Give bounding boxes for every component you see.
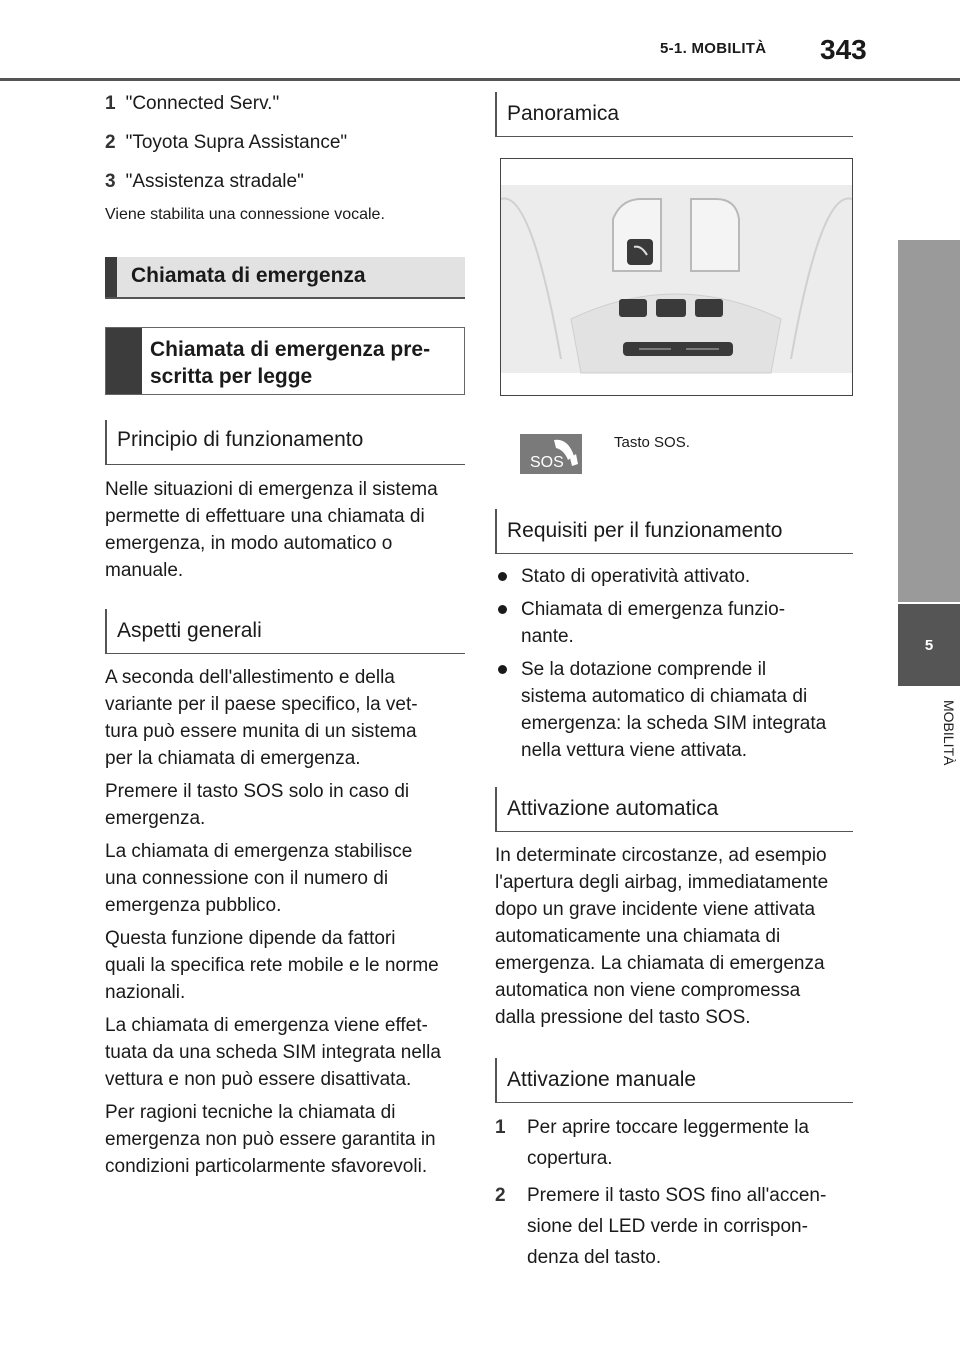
- text-line: Per aprire toccare leggermente la: [527, 1117, 809, 1138]
- text-line: emergenza.: [105, 808, 206, 829]
- text-line: emergenza, in modo automatico o: [105, 533, 393, 554]
- text-line: Se la dotazione comprende il: [521, 659, 767, 680]
- text-line: condizioni particolarmente sfavorevoli.: [105, 1156, 428, 1177]
- heading-requirements: [495, 509, 853, 554]
- text-line: La chiamata di emergenza stabilisce: [105, 841, 413, 862]
- list-item-text: [521, 563, 750, 590]
- general-paragraphs: [105, 664, 465, 1180]
- text-line: In determinate circostanze, ad esempio: [495, 845, 827, 866]
- text-line: variante per il paese specifico, la vet-: [105, 694, 418, 715]
- step-number: 3: [105, 171, 116, 192]
- paragraph: [105, 1012, 465, 1093]
- paragraph: [105, 925, 465, 1006]
- step-number: 2: [105, 132, 116, 153]
- chapter-tab[interactable]: [898, 604, 960, 686]
- heading-hline: [105, 464, 465, 465]
- step-number: 2: [495, 1185, 506, 1206]
- text-line: permette di effettuare una chiamata di: [105, 506, 425, 527]
- text-line: Premere il tasto SOS solo in caso di: [105, 781, 410, 802]
- heading-text: Aspetti generali: [117, 619, 262, 642]
- text-line: quali la specifica rete mobile e le norme: [105, 955, 439, 976]
- text-line: tuata da una scheda SIM integrata nella: [105, 1042, 441, 1063]
- heading-hline: [495, 553, 853, 554]
- heading-automatic-activation: [495, 787, 853, 832]
- bullet-dot: [498, 605, 507, 614]
- text-line: emergenza pubblico.: [105, 895, 282, 916]
- heading-hline: [495, 136, 853, 137]
- overhead-console-illustration: [501, 159, 852, 395]
- step-2: [105, 129, 465, 156]
- text-line: emergenza non può essere garantita in: [105, 1129, 436, 1150]
- manual-step-1: [495, 1112, 855, 1174]
- text-line: automatica non viene compromessa: [495, 980, 801, 1001]
- text-line: emergenza. La chiamata di emergenza: [495, 953, 825, 974]
- voice-note: Viene stabilita una connessione vocale.: [105, 206, 385, 223]
- heading-hline: [495, 1102, 853, 1103]
- sos-caption: Tasto SOS.: [614, 434, 690, 451]
- heading-line: Chiamata di emergenza pre-: [150, 338, 431, 361]
- paragraph: [105, 664, 465, 772]
- text-line: manuale.: [105, 560, 184, 581]
- step-text: "Assistenza stradale": [125, 171, 304, 192]
- text-line: tura può essere munita di un sistema: [105, 721, 417, 742]
- text-line: Chiamata di emergenza funzio-: [521, 599, 786, 620]
- connected-steps: [105, 90, 465, 195]
- heading-hline: [105, 653, 465, 654]
- text-line: l'apertura degli airbag, immediatamente: [495, 872, 829, 893]
- list-item: [498, 656, 853, 764]
- text-line: Per ragioni tecniche la chiamata di: [105, 1102, 396, 1123]
- paragraph: [105, 1099, 465, 1180]
- text-line: Premere il tasto SOS fino all'accen-: [527, 1185, 827, 1206]
- heading-text: Requisiti per il funzionamento: [507, 519, 783, 542]
- heading-general: [105, 609, 465, 654]
- side-tab-background: [898, 240, 960, 602]
- bullet-dot: [498, 665, 507, 674]
- list-item: [498, 563, 853, 590]
- principle-paragraph: [105, 476, 465, 584]
- text-line: sione del LED verde in corrispon-: [527, 1216, 808, 1237]
- step-3: [105, 168, 465, 195]
- heading-text: Attivazione manuale: [507, 1068, 697, 1091]
- step-text: "Toyota Supra Assistance": [125, 132, 348, 153]
- chapter-number: 5: [924, 636, 934, 654]
- text-line: automaticamente una chiamata di: [495, 926, 781, 947]
- heading-principle: [105, 420, 465, 465]
- heading-emergency-call: [105, 257, 465, 299]
- heading-text: Principio di funzionamento: [117, 428, 364, 451]
- text-line: vettura e non può essere disattivata.: [105, 1069, 412, 1090]
- heading-vline: [495, 509, 497, 554]
- text-line: dalla pressione del tasto SOS.: [495, 1007, 751, 1028]
- text-line: copertura.: [527, 1148, 613, 1169]
- header-rule: [0, 78, 960, 81]
- manual-steps: [495, 1112, 855, 1273]
- manual-step-2: [495, 1180, 855, 1273]
- heading-text: Attivazione automatica: [507, 797, 719, 820]
- step-text: [527, 1112, 809, 1174]
- text-line: sistema automatico di chiamata di: [521, 686, 808, 707]
- chapter-label: MOBILITÀ: [941, 700, 957, 766]
- overhead-console-figure: [500, 158, 853, 396]
- section-title: 5-1. MOBILITÀ: [660, 40, 767, 57]
- heading-text: Panoramica: [507, 102, 620, 125]
- heading-text: Chiamata di emergenza: [131, 264, 366, 287]
- heading-text: [150, 336, 430, 390]
- text-line: dopo un grave incidente viene attivata: [495, 899, 816, 920]
- step-text: "Connected Serv.": [125, 93, 280, 114]
- text-line: denza del tasto.: [527, 1247, 662, 1268]
- heading-vline: [495, 787, 497, 832]
- step-text: [527, 1180, 826, 1273]
- heading-line: scritta per legge: [150, 365, 313, 388]
- heading-underline: [105, 297, 465, 299]
- text-line: Questa funzione dipende da fattori: [105, 928, 396, 949]
- heading-legal-emergency-call: [105, 327, 465, 395]
- step-number: 1: [495, 1117, 506, 1138]
- text-line: La chiamata di emergenza viene effet-: [105, 1015, 428, 1036]
- text-line: A seconda dell'allestimento e della: [105, 667, 395, 688]
- paragraph: [105, 778, 465, 832]
- text-line: Stato di operatività attivato.: [521, 566, 751, 587]
- heading-vline: [105, 609, 107, 654]
- sos-button-icon: [520, 434, 582, 474]
- page-number: 343: [820, 34, 867, 65]
- paragraph: [105, 838, 465, 919]
- text-line: nazionali.: [105, 982, 186, 1003]
- heading-vline: [105, 420, 107, 465]
- step-1: [105, 90, 465, 117]
- list-item: [498, 596, 853, 650]
- list-item-text: [521, 596, 785, 650]
- heading-bar: [106, 328, 142, 394]
- heading-vline: [495, 92, 497, 137]
- text-line: per la chiamata di emergenza.: [105, 748, 361, 769]
- bullet-dot: [498, 572, 507, 581]
- heading-manual-activation: [495, 1058, 853, 1103]
- requirements-list: [498, 563, 853, 764]
- text-line: Nelle situazioni di emergenza il sistema: [105, 479, 438, 500]
- heading-vline: [495, 1058, 497, 1103]
- text-line: nante.: [521, 626, 574, 647]
- heading-overview: [495, 92, 853, 137]
- text-line: nella vettura viene attivata.: [521, 740, 748, 761]
- step-number: 1: [105, 93, 116, 114]
- sos-icon-label: SOS: [530, 454, 564, 471]
- list-item-text: [521, 656, 826, 764]
- automatic-paragraph: [495, 842, 855, 1031]
- text-line: una connessione con il numero di: [105, 868, 389, 889]
- heading-bar: [105, 257, 117, 299]
- text-line: emergenza: la scheda SIM integrata: [521, 713, 827, 734]
- heading-hline: [495, 831, 853, 832]
